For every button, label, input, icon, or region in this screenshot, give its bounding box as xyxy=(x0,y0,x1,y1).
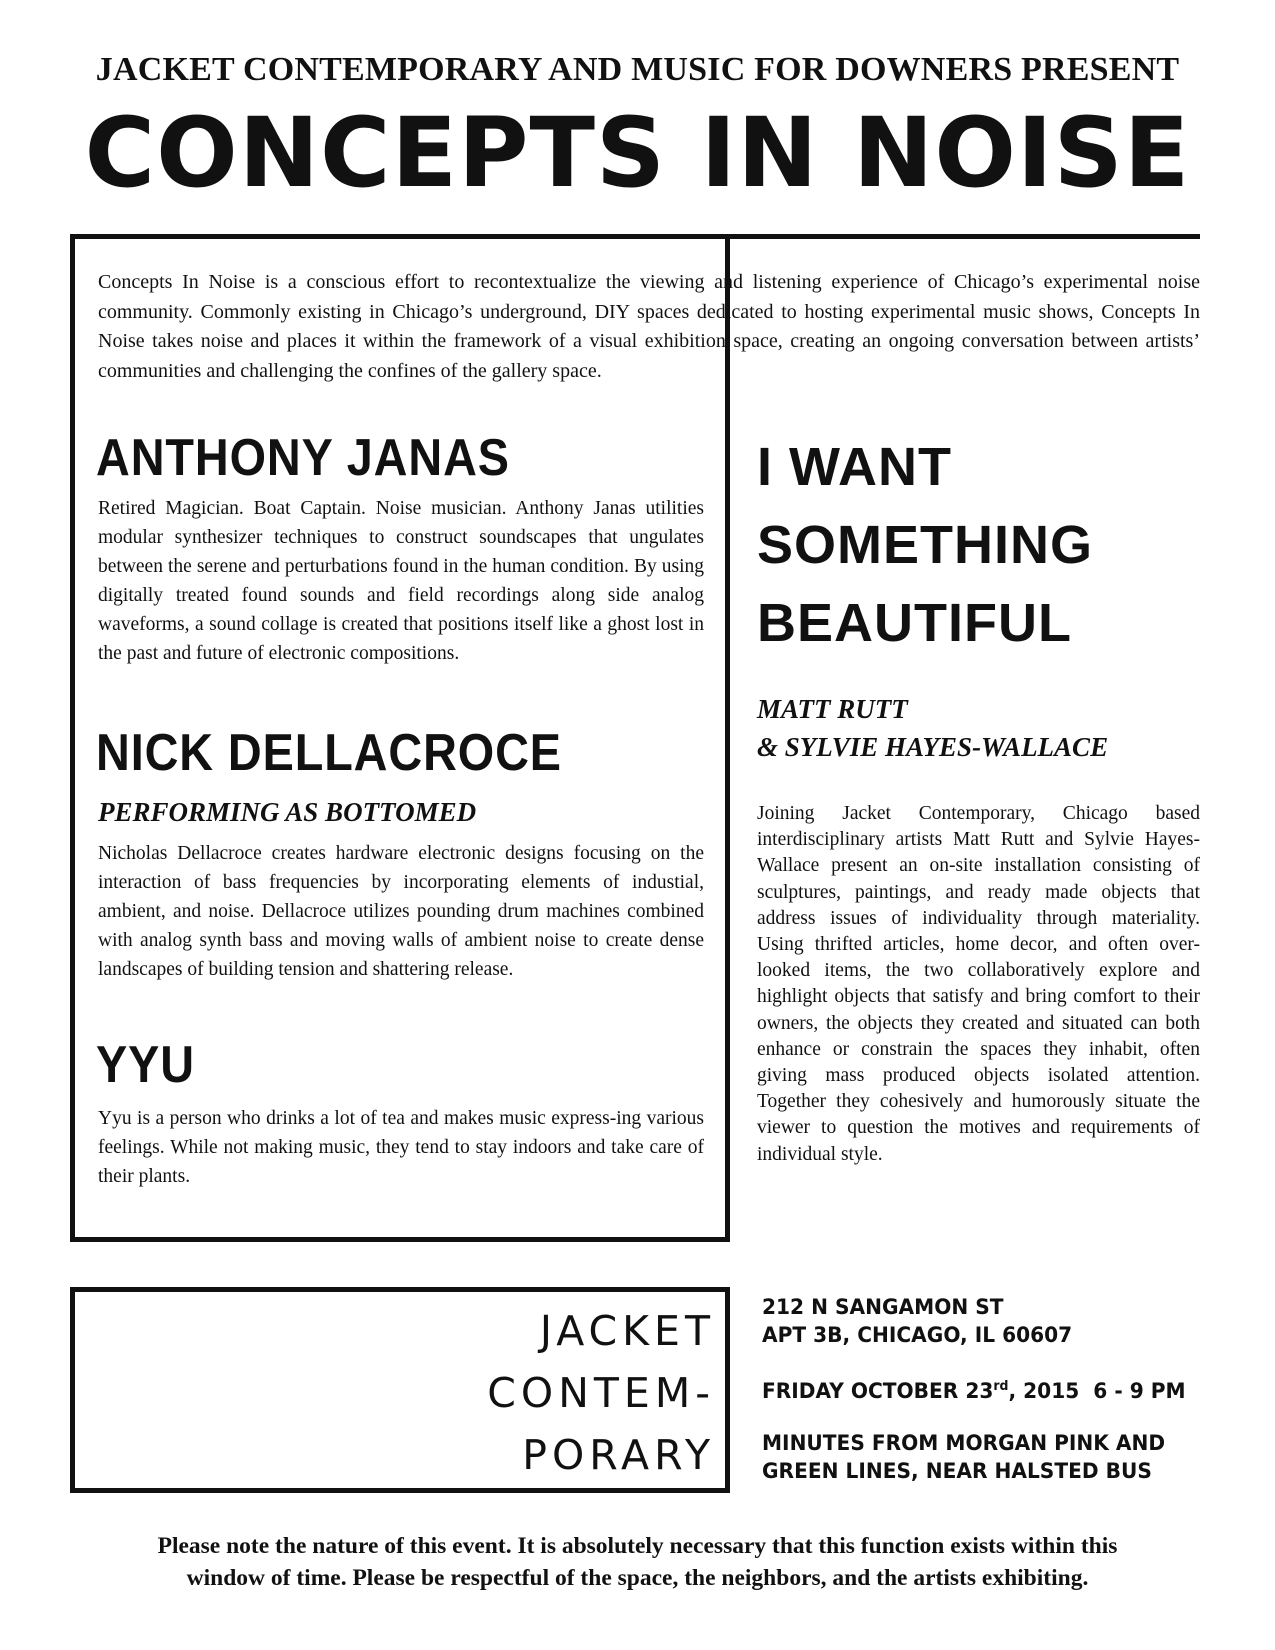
notice xyxy=(0,1530,1275,1594)
address-line-2: APT 3B, CHICAGO, IL 60607 xyxy=(762,1323,1073,1347)
installation-title-line: SOMETHING xyxy=(757,515,1094,575)
intro-paragraph: Concepts In Noise is a conscious effort to recontextualize the viewing and listening experience of Chicago’s experimental noise community. Commonly existing in Chicago’s underground, DIY spaces dedicated to hosting experimental music shows, Concepts In Noise takes noise and places it within the framework of a visual exhibition space, creating an ongoing conversation between artists’ communities and challenging the confines of the gallery space. xyxy=(98,271,1200,382)
installation-description: Joining Jacket Contemporary, Chicago based interdisciplinary artists Matt Rutt and Sylvie Hayes-Wallace present an on-site installation consisting of sculptures, paintings, and ready made objects that address issues of individuality through materiality. Using thrifted articles, home decor, and often over-looked items, the two collaboratively explore and highlight objects that satisfy and bring comfort to their owners, the objects they created and situated can both enhance or constrain the spaces they inhabit, often giving mass produced objects isolated attention. Together they cohesively and humorously situate the viewer to question the motives and requirements of individual style. xyxy=(757,803,1200,1165)
presenters-line: JACKET CONTEMPORARY AND MUSIC FOR DOWNERS PRESENT xyxy=(95,51,1180,88)
installation-artist-line: MATT RUTT xyxy=(757,694,908,724)
event-title: CONCEPTS IN NOISE xyxy=(84,97,1191,209)
artist-bio-nick-dellacroce: Nicholas Dellacroce creates hardware electronic designs focusing on the interaction of bass frequencies by incorporating elements of industial, ambient, and noise. Dellacroce utilizes pounding drum machines combined with analog synth bass and moving walls of ambient noise to create dense landscapes of building tension and shattering release. xyxy=(98,843,704,980)
notice-line: Please note the nature of this event. It is absolutely necessary that this function exists within this xyxy=(157,1533,1118,1559)
installation-artists xyxy=(757,690,1108,766)
venue-name-line: PORARY xyxy=(522,1431,715,1479)
installation-title-line: I WANT xyxy=(757,437,952,497)
transit-line-1: MINUTES FROM MORGAN PINK AND xyxy=(762,1431,1166,1455)
date-time: , 2015 6 - 9 PM xyxy=(1008,1379,1186,1403)
date-text: FRIDAY OCTOBER 23 xyxy=(762,1379,994,1403)
venue-name-line: CONTEM- xyxy=(487,1369,715,1417)
notice-line: window of time. Please be respectful of the space, the neighbors, and the artists exhibiting. xyxy=(186,1565,1089,1591)
installation-title xyxy=(757,428,1093,662)
venue-name xyxy=(420,1300,715,1486)
event-date xyxy=(762,1373,1186,1405)
address-line-1: 212 N SANGAMON ST xyxy=(762,1295,1004,1319)
venue-name-line: JACKET xyxy=(539,1307,715,1355)
event-details xyxy=(762,1293,1186,1485)
installation-title-line: BEAUTIFUL xyxy=(757,593,1072,653)
transit-line-2: GREEN LINES, NEAR HALSTED BUS xyxy=(762,1459,1152,1483)
artist-bio-anthony-janas: Retired Magician. Boat Captain. Noise musician. Anthony Janas utilities modular synthesizer techniques to construct soundscapes that ungulates between the serene and perturbations found in the human condition. By using digitally treated found sounds and field recordings along side analog waveforms, a sound collage is created that positions itself like a ghost lost in the past and future of electronic compositions. xyxy=(98,498,704,664)
artist-bio-yyu: Yyu is a person who drinks a lot of tea and makes music express-ing various feelings. While not making music, they tend to stay indoors and take care of their plants. xyxy=(98,1108,704,1187)
date-ordinal: rd xyxy=(993,1379,1009,1394)
artist-name-yyu: YYU xyxy=(96,1036,195,1094)
artist-name-nick-dellacroce: NICK DELLACROCE xyxy=(96,724,562,782)
artist-name-anthony-janas: ANTHONY JANAS xyxy=(96,429,510,487)
artist-alias: PERFORMING AS BOTTOMED xyxy=(98,797,477,827)
installation-artist-line: & SYLVIE HAYES-WALLACE xyxy=(757,732,1109,762)
